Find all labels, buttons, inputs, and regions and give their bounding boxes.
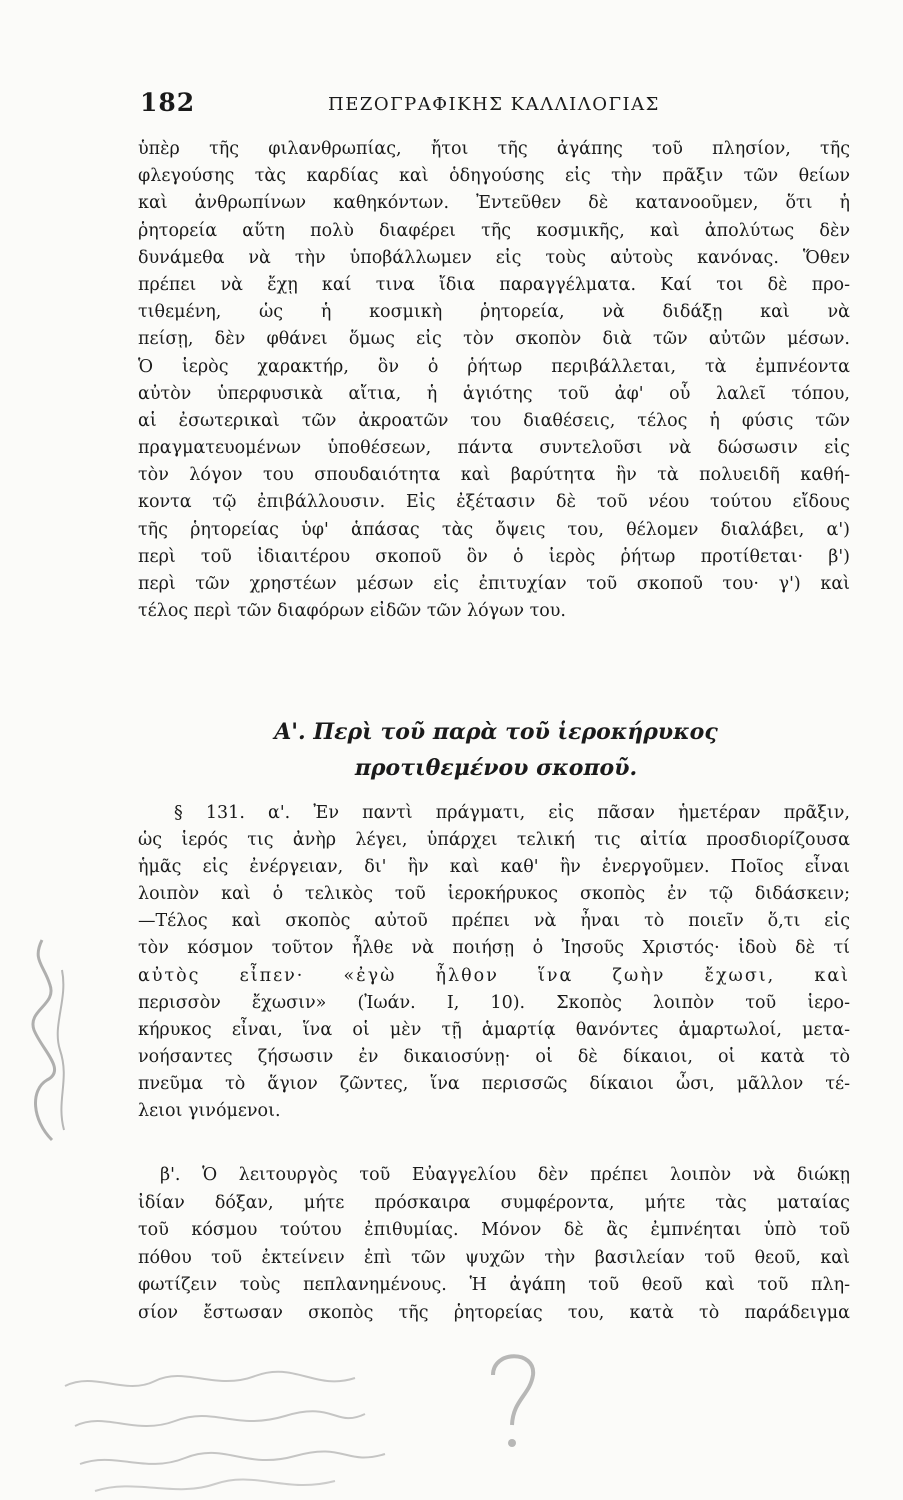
text-line: τέλος περὶ τῶν διαφόρων εἰδῶν τῶν λόγων του. (138, 601, 566, 622)
text-line: περισσὸν ἔχωσιν» (Ἰωάν. Ι, 10). Σκοπὸς λοιπὸν τοῦ ἱερο- (138, 992, 850, 1013)
section-heading-line: προτιθεμένου σκοποῦ. (354, 755, 638, 781)
text-line: ῥητορεία αὕτη πολὺ διαφέρει τῆς κοσμικῆς, καὶ ἀπολύτως δὲν (138, 220, 850, 241)
running-head: ΠΕΖΟΓΡΑΦΙΚΗΣ ΚΑΛΛΙΛΟΓΙΑΣ (328, 94, 660, 115)
text-line: αἱ ἐσωτερικαὶ τῶν ἀκροατῶν του διαθέσεις, τέλος ἡ φύσις τῶν (138, 410, 850, 431)
text-line: τῆς ῥητορείας ὑφ' ἁπάσας τὰς ὄψεις του, θέλομεν διαλάβει, α') (138, 519, 850, 540)
text-line: λοιπὸν καὶ ὁ τελικὸς τοῦ ἱεροκήρυκος σκοπὸς ἐν τῷ διδάσκειν; (138, 884, 850, 905)
section-heading-line: Α'. Περὶ τοῦ παρὰ τοῦ ἱεροκήρυκος (274, 719, 718, 745)
text-line: κήρυκος εἶναι, ἵνα οἱ μὲν τῇ ἁμαρτίᾳ θανόντες ἁμαρτωλοί, μετα- (138, 1019, 850, 1040)
paragraph-131 (138, 800, 850, 1125)
text-line: τὸν κόσμον τοῦτον ἦλθε νὰ ποιήσῃ ὁ Ἰησοῦς Χριστός· ἰδοὺ δὲ τί (138, 938, 850, 959)
text-line: τιθεμένη, ὡς ἡ κοσμικὴ ῥητορεία, νὰ διδάξῃ καὶ νὰ (138, 302, 850, 323)
text-line: αὐτὸς εἶπεν· «ἐγὼ ἦλθον ἵνα ζωὴν ἔχωσι, καὶ (138, 965, 850, 986)
text-line: πείσῃ, δὲν φθάνει ὅμως εἰς τὸν σκοπὸν διὰ τῶν αὐτῶν μέσων. (138, 329, 850, 350)
text-line: σίον ἔστωσαν σκοπὸς τῆς ῥητορείας του, κατὰ τὸ παράδειγμα (138, 1302, 850, 1323)
text-line: λειοι γινόμενοι. (138, 1101, 281, 1122)
text-line: —Τέλος καὶ σκοπὸς αὐτοῦ πρέπει νὰ ἦναι τὸ ποιεῖν ὅ,τι εἰς (138, 911, 850, 932)
paragraph-beta (138, 1162, 850, 1328)
handwritten-margin-note (12, 930, 82, 1150)
text-line: νοήσαντες ζήσωσιν ἐν δικαιοσύνῃ· οἱ δὲ δίκαιοι, οἱ κατὰ τὸ (138, 1046, 850, 1067)
page-number: 182 (140, 88, 196, 117)
text-line: περὶ τοῦ ἰδιαιτέρου σκοποῦ ὃν ὁ ἱερὸς ῥήτωρ προτίθεται· β') (138, 546, 850, 567)
text-line: δυνάμεθα νὰ τὴν ὑποβάλλωμεν εἰς τοὺς αὐτοὺς κανόνας. Ὅθεν (138, 247, 850, 268)
text-line: καὶ ἀνθρωπίνων καθηκόντων. Ἐντεῦθεν δὲ κατανοοῦμεν, ὅτι ἡ (138, 193, 850, 214)
section-heading (140, 714, 852, 786)
text-line: φωτίζειν τοὺς πεπλανημένους. Ἡ ἀγάπη τοῦ θεοῦ καὶ τοῦ πλη- (138, 1275, 850, 1296)
text-line: Ὁ ἱερὸς χαρακτήρ, ὃν ὁ ῥήτωρ περιβάλλεται, τὰ ἐμπνέοντα (138, 356, 850, 377)
text-line: ἰδίαν δόξαν, μήτε πρόσκαιρα συμφέροντα, μήτε τὰς ματαίας (138, 1192, 850, 1213)
text-line: ὑπὲρ τῆς φιλανθρωπίας, ἤτοι τῆς ἀγάπης τοῦ πλησίον, τῆς (138, 139, 850, 159)
text-line: τοῦ κόσμου τούτου ἐπιθυμίας. Μόνον δὲ ἂς ἐμπνέηται ὑπὸ τοῦ (138, 1220, 850, 1241)
page-header (140, 88, 850, 122)
text-line: § 131. α'. Ἐν παντὶ πράγματι, εἰς πᾶσαν ἡμετέραν πρᾶξιν, (174, 803, 850, 823)
text-line: περὶ τῶν χρηστέων μέσων εἰς ἐπιτυχίαν τοῦ σκοποῦ του· γ') καὶ (138, 574, 850, 594)
handwritten-bottom-notes (55, 1366, 435, 1500)
text-line: φλεγούσης τὰς καρδίας καὶ ὁδηγούσης εἰς τὴν πρᾶξιν τῶν θείων (138, 166, 850, 187)
text-line: ὡς ἱερός τις ἀνὴρ λέγει, ὑπάρχει τελική τις αἰτία προσδιορίζουσα (138, 830, 850, 851)
text-line: τὸν λόγον του σπουδαιότητα καὶ βαρύτητα ἣν τὰ πολυειδῆ καθή- (138, 465, 850, 486)
text-line: πρέπει νὰ ἔχῃ καί τινα ἴδια παραγγέλματα. Καί τοι δὲ προ- (138, 274, 850, 295)
text-line: πόθου τοῦ ἐκτείνειν ἐπὶ τῶν ψυχῶν τὴν βασιλείαν τοῦ θεοῦ, καὶ (138, 1247, 850, 1268)
text-line: πνεῦμα τὸ ἅγιον ζῶντες, ἵνα περισσῶς δίκαιοι ὦσι, μᾶλλον τέ- (138, 1073, 850, 1094)
text-line: κοντα τῷ ἐπιβάλλουσιν. Εἰς ἐξέτασιν δὲ τοῦ νέου τούτου εἴδους (138, 492, 850, 513)
text-line: πραγματευομένων ὑποθέσεων, πάντα συντελοῦσι νὰ δώσωσιν εἰς (138, 438, 850, 459)
text-line: β'. Ὁ λειτουργὸς τοῦ Εὐαγγελίου δὲν πρέπει λοιπὸν νὰ διώκῃ (160, 1165, 850, 1185)
text-line: ἡμᾶς εἰς ἐνέργειαν, δι' ἣν καὶ καθ' ἣν ἐνεργοῦμεν. Ποῖος εἶναι (138, 857, 850, 878)
text-line: αὐτὸν ὑπερφυσικὰ αἴτια, ἡ ἁγιότης τοῦ ἀφ' οὗ λαλεῖ τόπου, (138, 383, 850, 404)
handwritten-question-mark (478, 1345, 548, 1455)
paragraph-intro (138, 136, 850, 625)
